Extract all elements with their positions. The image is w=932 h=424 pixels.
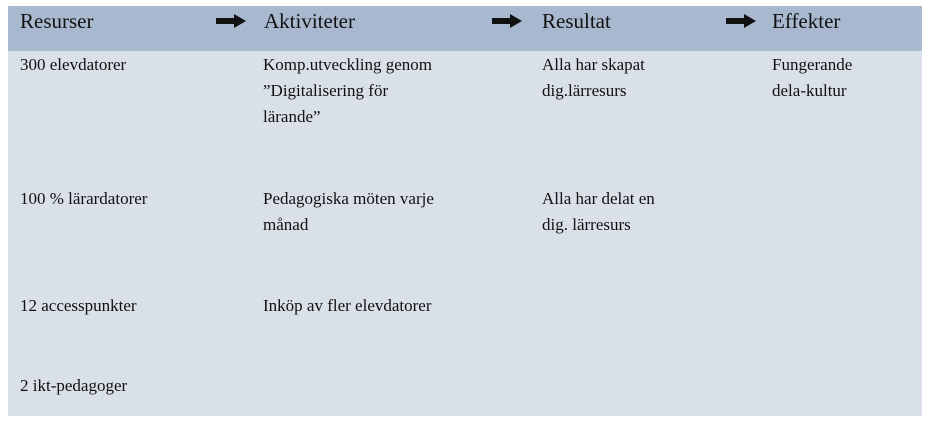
- header-resurser: Resurser: [20, 9, 94, 33]
- resultat-item: [542, 186, 655, 238]
- cell-text: Alla har skapat: [542, 55, 645, 74]
- cell-text: Alla har delat en: [542, 189, 655, 208]
- right-arrow-icon: [216, 14, 246, 28]
- cell-text: dela-kultur: [772, 81, 847, 100]
- cell-text: månad: [263, 215, 309, 234]
- resurser-item: [20, 373, 127, 399]
- aktiviteter-item: [263, 52, 432, 130]
- cell-text: 100 % lärardatorer: [20, 189, 148, 208]
- header-aktiviteter: Aktiviteter: [264, 9, 355, 33]
- cell-text: Fungerande: [772, 55, 853, 74]
- cell-text: Pedagogiska möten varje: [263, 189, 434, 208]
- cell-text: 300 elevdatorer: [20, 55, 127, 74]
- logic-model-table: [8, 6, 922, 416]
- cell-text: 2 ikt-pedagoger: [20, 376, 128, 395]
- header-resultat: Resultat: [542, 9, 611, 33]
- cell-text: lärande”: [263, 107, 321, 126]
- cell-text: Inköp av fler elevdatorer: [263, 296, 432, 315]
- right-arrow-icon: [492, 14, 522, 28]
- cell-text: 12 accesspunkter: [20, 296, 137, 315]
- aktiviteter-item: [263, 186, 434, 238]
- resurser-item: [20, 186, 147, 212]
- cell-text: dig. lärresurs: [542, 215, 631, 234]
- effekter-item: [772, 52, 852, 104]
- resurser-item: [20, 293, 137, 319]
- table-header: [8, 6, 922, 51]
- cell-text: ”Digitalisering för: [263, 81, 389, 100]
- cell-text: Komp.utveckling genom: [263, 55, 433, 74]
- right-arrow-icon: [726, 14, 756, 28]
- aktiviteter-item: [263, 293, 432, 319]
- resultat-item: [542, 52, 645, 104]
- resurser-item: [20, 52, 126, 78]
- header-effekter: Effekter: [772, 9, 841, 33]
- cell-text: dig.lärresurs: [542, 81, 627, 100]
